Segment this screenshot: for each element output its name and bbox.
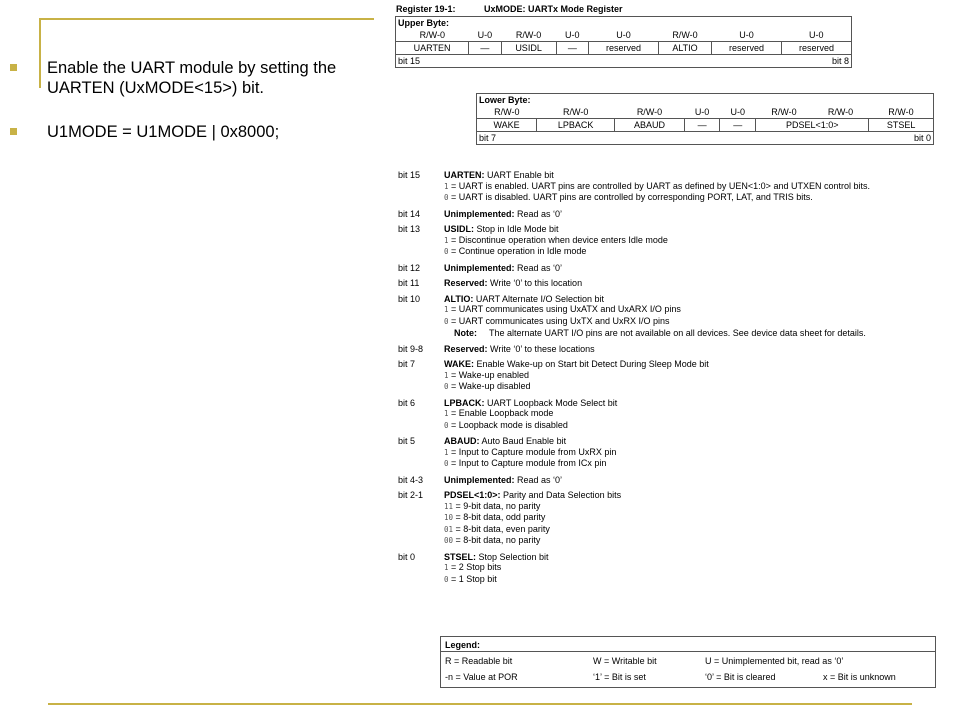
bit-number: bit 2-1 bbox=[398, 490, 424, 500]
bullet-square-icon bbox=[10, 64, 17, 71]
bit-option-value: 0 bbox=[444, 574, 449, 584]
bit-option bbox=[444, 235, 938, 247]
bit-field-summary: UART Alternate I/O Selection bit bbox=[473, 293, 605, 304]
bit-option bbox=[444, 181, 938, 193]
bit-description-body bbox=[444, 170, 938, 204]
bit-description-body bbox=[444, 278, 938, 289]
bit-option-text: = Continue operation in Idle mode bbox=[448, 246, 587, 256]
bit-field-summary: Stop Selection bit bbox=[476, 551, 549, 562]
bit-description-body bbox=[444, 263, 938, 274]
access-cell: U-0 bbox=[739, 30, 754, 40]
access-cell: U-0 bbox=[694, 107, 710, 117]
bit-title bbox=[444, 294, 604, 304]
bit-title bbox=[444, 475, 562, 485]
bit-option-value: 1 bbox=[444, 447, 449, 457]
bullet-text: Enable the UART module by setting the UARTEN (UxMODE<15>) bit. bbox=[47, 59, 337, 97]
bit-description-row bbox=[398, 170, 938, 204]
upper-bit-range-row bbox=[396, 55, 852, 68]
upper-byte-table bbox=[395, 16, 852, 68]
bit-option bbox=[444, 512, 938, 524]
bit-option-value: 0 bbox=[444, 420, 449, 430]
bit-option bbox=[444, 381, 938, 393]
bit-description-body bbox=[444, 224, 938, 258]
bit-option-text: = 9-bit data, no parity bbox=[453, 500, 541, 511]
bullet-text: U1MODE = U1MODE | 0x8000; bbox=[47, 123, 280, 141]
bit-description-row bbox=[398, 209, 938, 220]
bit-field-name: STSEL: bbox=[444, 551, 477, 562]
bit-option bbox=[444, 562, 938, 574]
bit-option bbox=[444, 192, 938, 204]
bit-field-name: UARTEN: bbox=[444, 170, 485, 180]
lower-bit-range-row bbox=[477, 132, 934, 145]
bit-description-row bbox=[398, 278, 938, 289]
upper-byte-label: Upper Byte: bbox=[396, 17, 852, 30]
access-cell: U-0 bbox=[477, 30, 493, 40]
bit-option-value: 1 bbox=[444, 235, 449, 245]
bit-name-cell: reserved bbox=[589, 42, 659, 55]
bit-name-cell: STSEL bbox=[869, 119, 934, 132]
bit-field-name: Unimplemented: bbox=[444, 262, 515, 273]
legend-entry: ‘1’ = Bit is set bbox=[593, 672, 646, 682]
bit-name-cell: — bbox=[469, 42, 501, 55]
slide-accent-horizontal bbox=[39, 18, 374, 20]
bit-title bbox=[444, 170, 554, 180]
bit-number: bit 13 bbox=[398, 224, 421, 234]
bit-name-cell: WAKE bbox=[477, 119, 537, 132]
bit-title bbox=[444, 436, 566, 446]
bullet-square-icon bbox=[10, 128, 17, 135]
bit-option-text: = 8-bit data, no parity bbox=[453, 535, 541, 545]
bit-option-value: 1 bbox=[444, 305, 449, 314]
bit-option-text: = UART communicates using UxTX and UxRX I/O pins bbox=[448, 315, 670, 326]
bit-option bbox=[444, 447, 938, 459]
bit-option-text: = 2 Stop bits bbox=[448, 562, 502, 572]
bit-number: bit 9-8 bbox=[398, 343, 424, 354]
bit-description-row bbox=[398, 263, 938, 274]
bit-option bbox=[444, 524, 938, 536]
bit-option-text: = Enable Loopback mode bbox=[448, 408, 554, 418]
bit-title bbox=[444, 278, 582, 288]
bit-option-value: 01 bbox=[444, 524, 454, 534]
bit-field-summary: Write ‘0’ to these locations bbox=[487, 343, 595, 354]
bit-range-left: bit 7 bbox=[477, 132, 720, 145]
bit-description-body bbox=[444, 398, 938, 432]
legend-entry: U = Unimplemented bit, read as ‘0’ bbox=[705, 656, 844, 666]
note-label: Note: bbox=[454, 328, 477, 338]
bit-description-body bbox=[444, 475, 938, 486]
bit-number: bit 12 bbox=[398, 262, 421, 273]
bit-number: bit 5 bbox=[398, 436, 416, 446]
lower-names-row bbox=[477, 119, 934, 132]
bit-name-cell: USIDL bbox=[501, 42, 556, 55]
bit-description-body bbox=[444, 436, 938, 470]
bit-field-summary: UART Enable bit bbox=[484, 170, 554, 180]
bit-name-cell: — bbox=[556, 42, 588, 55]
bit-number: bit 0 bbox=[398, 551, 416, 562]
bit-option-text: = Input to Capture module from ICx pin bbox=[448, 458, 607, 468]
bit-option-value: 0 bbox=[444, 193, 449, 202]
bit-option bbox=[444, 316, 938, 328]
access-cell: U-0 bbox=[730, 107, 746, 117]
access-cell: R/W-0 bbox=[672, 30, 698, 40]
bit-note bbox=[454, 328, 938, 339]
lower-access-row bbox=[477, 106, 934, 119]
bit-description-row bbox=[398, 224, 938, 258]
bit-field-name: LPBACK: bbox=[444, 397, 485, 408]
access-cell: R/W-0 bbox=[636, 107, 663, 117]
bit-option-value: 0 bbox=[444, 459, 449, 468]
bit-option-value: 0 bbox=[444, 382, 449, 391]
bit-title bbox=[444, 263, 562, 273]
bit-field-summary: UART Loopback Mode Select bit bbox=[484, 397, 618, 408]
bit-option-value: 0 bbox=[444, 247, 449, 256]
bit-description-body bbox=[444, 490, 938, 547]
bit-title bbox=[444, 344, 595, 354]
bit-number: bit 11 bbox=[398, 278, 420, 288]
bit-description-body bbox=[444, 344, 938, 355]
bullet-item bbox=[10, 58, 390, 98]
access-cell: R/W-0 bbox=[419, 30, 445, 40]
access-cell: R/W-0 bbox=[494, 107, 520, 117]
bit-name-cell: PDSEL<1:0> bbox=[756, 119, 869, 132]
slide-footer-rule bbox=[48, 703, 912, 705]
bit-range-left: bit 15 bbox=[396, 55, 589, 68]
bit-option-text: = 8-bit data, odd parity bbox=[453, 512, 546, 522]
bit-field-name: Unimplemented: bbox=[444, 474, 515, 485]
access-cell: R/W-0 bbox=[771, 107, 797, 117]
bit-option-value: 0 bbox=[444, 316, 449, 326]
bit-description-row bbox=[398, 475, 938, 486]
bit-field-name: ALTIO: bbox=[444, 293, 474, 304]
bit-option-value: 1 bbox=[444, 181, 449, 191]
bit-title bbox=[444, 224, 559, 234]
bit-option-text: = Input to Capture module from UxRX pin bbox=[448, 446, 617, 457]
bit-number: bit 10 bbox=[398, 293, 421, 304]
bit-name-cell: reserved bbox=[781, 42, 851, 55]
bit-field-summary: Enable Wake-up on Start bit Detect During Sleep Mode bit bbox=[474, 359, 709, 369]
lower-byte-table bbox=[476, 93, 934, 145]
legend-entry: -n = Value at POR bbox=[445, 672, 518, 682]
bit-number: bit 7 bbox=[398, 359, 416, 369]
bit-name-cell: reserved bbox=[712, 42, 782, 55]
bit-option-text: = UART is disabled. UART pins are controlled by corresponding PORT, LAT, and TRIS bits. bbox=[448, 192, 813, 202]
access-cell: R/W-0 bbox=[888, 107, 914, 117]
bit-option-value: 11 bbox=[444, 501, 454, 511]
bit-option bbox=[444, 420, 938, 432]
bit-field-summary: Read as ‘0’ bbox=[514, 208, 563, 219]
bit-field-name: ABAUD: bbox=[444, 436, 480, 446]
bit-range-right: bit 8 bbox=[589, 55, 852, 68]
bit-option bbox=[444, 408, 938, 420]
bullet-list bbox=[10, 58, 390, 166]
bit-description-row bbox=[398, 344, 938, 355]
bit-option bbox=[444, 370, 938, 382]
bit-name-cell: ABAUD bbox=[615, 119, 684, 132]
bit-field-name: Reserved: bbox=[444, 278, 488, 288]
bit-field-summary: Write ‘0’ to this location bbox=[487, 278, 583, 288]
bit-option bbox=[444, 501, 938, 513]
bit-field-summary: Parity and Data Selection bits bbox=[500, 490, 622, 500]
note-text: The alternate UART I/O pins are not available on all devices. See device data sheet for details. bbox=[489, 328, 866, 338]
access-cell: R/W-0 bbox=[827, 107, 854, 117]
bit-field-name: PDSEL<1:0>: bbox=[444, 490, 501, 500]
legend-divider bbox=[441, 651, 935, 652]
bit-title bbox=[444, 490, 621, 500]
bit-name-cell: UARTEN bbox=[396, 42, 469, 55]
bit-description-body bbox=[444, 359, 938, 393]
bit-descriptions bbox=[398, 170, 938, 590]
bit-option bbox=[444, 458, 938, 470]
bit-description-row bbox=[398, 398, 938, 432]
bit-number: bit 15 bbox=[398, 170, 421, 180]
bit-description-body bbox=[444, 552, 938, 586]
bit-name-cell: LPBACK bbox=[537, 119, 615, 132]
access-cell: R/W-0 bbox=[563, 107, 589, 117]
bit-description-row bbox=[398, 359, 938, 393]
access-cell: U-0 bbox=[616, 30, 631, 40]
bit-option-text: = Discontinue operation when device enters Idle mode bbox=[448, 234, 668, 245]
bit-option bbox=[444, 304, 938, 316]
bit-option-text: = Wake-up disabled bbox=[448, 381, 531, 391]
lower-byte-label: Lower Byte: bbox=[477, 94, 934, 107]
legend-entry: W = Writable bit bbox=[593, 656, 657, 666]
bit-option-text: = UART is enabled. UART pins are controlled by UART as defined by UEN<1:0> and UTXEN control bits. bbox=[448, 180, 870, 191]
legend-title: Legend: bbox=[445, 640, 480, 650]
legend-entry: R = Readable bit bbox=[445, 656, 513, 666]
bit-option-value: 1 bbox=[444, 563, 449, 572]
bit-description-row bbox=[398, 490, 938, 547]
bit-number: bit 14 bbox=[398, 208, 421, 219]
bit-field-summary: Auto Baud Enable bit bbox=[479, 436, 567, 446]
access-cell: R/W-0 bbox=[515, 30, 542, 40]
access-cell: U-0 bbox=[565, 30, 580, 40]
bit-name-cell: — bbox=[720, 119, 756, 132]
bit-number: bit 6 bbox=[398, 397, 416, 408]
bit-option-text: = 1 Stop bit bbox=[448, 573, 497, 584]
bit-description-body bbox=[444, 294, 938, 339]
bit-name-cell: ALTIO bbox=[658, 42, 711, 55]
bit-option-value: 1 bbox=[444, 409, 449, 418]
legend-entry: ‘0’ = Bit is cleared bbox=[705, 672, 776, 682]
bit-range-right: bit 0 bbox=[720, 132, 934, 145]
bit-option-value: 10 bbox=[444, 513, 454, 522]
bit-option-text: = Wake-up enabled bbox=[448, 369, 529, 380]
legend-entry: x = Bit is unknown bbox=[823, 672, 896, 682]
bit-field-summary: Read as ‘0’ bbox=[514, 474, 563, 485]
bit-field-summary: Stop in Idle Mode bit bbox=[474, 224, 559, 234]
bit-number: bit 4-3 bbox=[398, 474, 424, 485]
bit-name-cell: — bbox=[684, 119, 720, 132]
upper-access-row bbox=[396, 29, 852, 42]
bit-option-value: 1 bbox=[444, 370, 449, 380]
legend-box bbox=[440, 636, 936, 688]
register-title bbox=[396, 4, 623, 14]
bit-description-row bbox=[398, 436, 938, 470]
bit-field-summary: Read as ‘0’ bbox=[514, 262, 563, 273]
bit-option bbox=[444, 246, 938, 258]
bit-title bbox=[444, 398, 617, 408]
bit-option-text: = UART communicates using UxATX and UxARX I/O pins bbox=[448, 304, 681, 314]
bit-field-name: Reserved: bbox=[444, 343, 488, 354]
bit-option-value: 00 bbox=[444, 536, 454, 545]
bit-title bbox=[444, 359, 709, 369]
bit-option bbox=[444, 574, 938, 586]
bit-description-row bbox=[398, 552, 938, 586]
bit-field-name: WAKE: bbox=[444, 359, 474, 369]
register-name: UxMODE: UARTx Mode Register bbox=[484, 4, 623, 14]
bit-option-text: = 8-bit data, even parity bbox=[453, 523, 550, 534]
register-number: Register 19-1: bbox=[396, 4, 456, 14]
bit-option bbox=[444, 535, 938, 547]
bit-field-name: USIDL: bbox=[444, 224, 474, 234]
access-cell: U-0 bbox=[808, 30, 824, 40]
bit-field-name: Unimplemented: bbox=[444, 208, 515, 219]
bit-title bbox=[444, 209, 562, 219]
bit-option-text: = Loopback mode is disabled bbox=[448, 419, 568, 430]
bit-description-row bbox=[398, 294, 938, 339]
bullet-item bbox=[10, 122, 390, 142]
bit-description-body bbox=[444, 209, 938, 220]
bit-title bbox=[444, 552, 549, 562]
upper-names-row bbox=[396, 42, 852, 55]
